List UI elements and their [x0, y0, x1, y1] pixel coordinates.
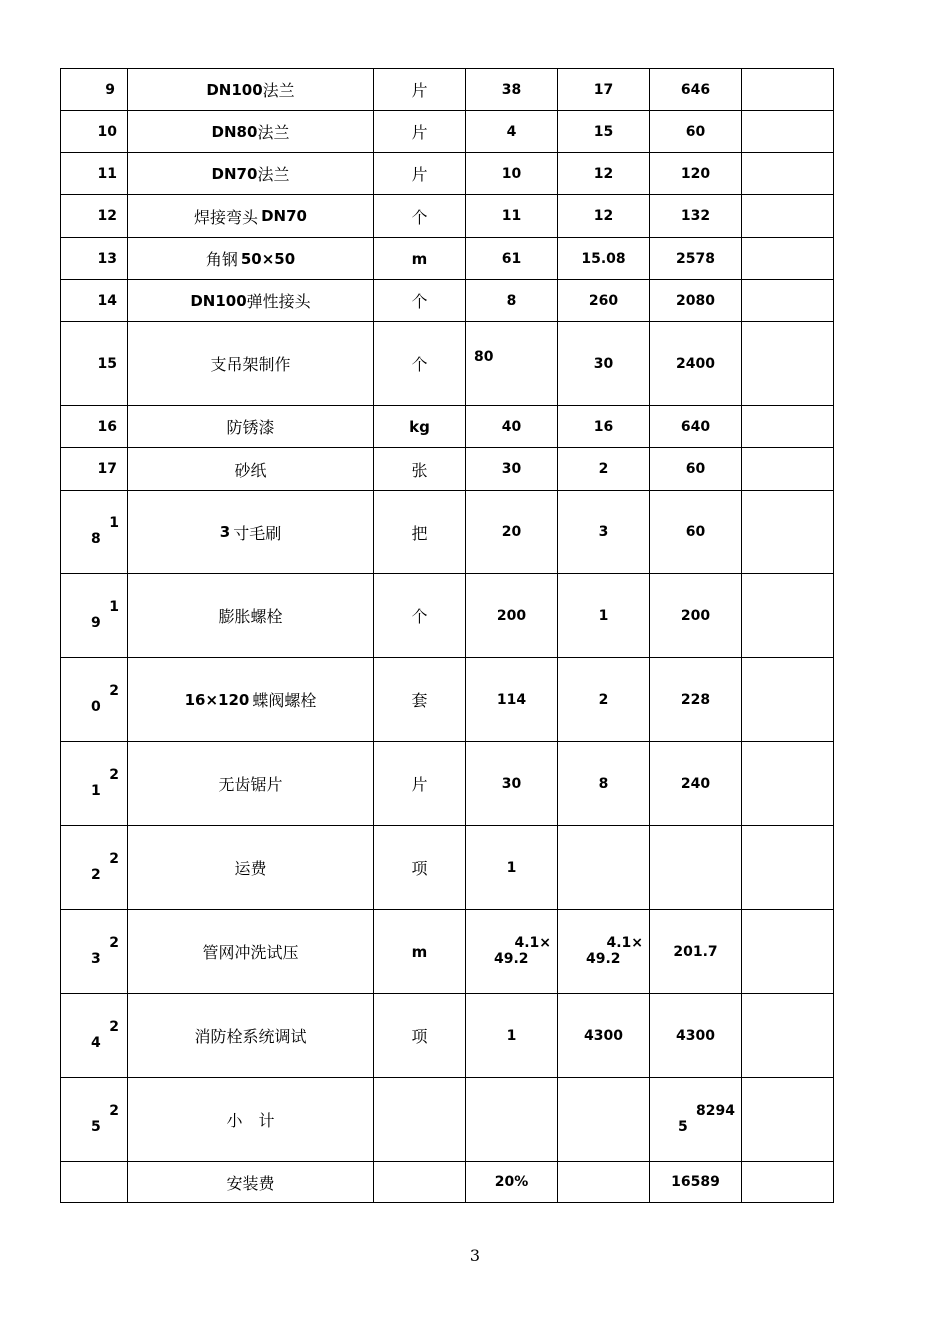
- row-number: 2 0: [91, 682, 119, 715]
- total: 60: [685, 461, 706, 477]
- table-row: [61, 238, 834, 280]
- table-row: [61, 406, 834, 448]
- quantity: 114: [496, 691, 527, 708]
- unit-price: 2: [598, 461, 609, 477]
- table-row: [61, 1078, 834, 1162]
- quantity: 1: [506, 859, 517, 876]
- unit: m: [411, 942, 428, 961]
- table-row: [61, 1162, 834, 1203]
- item-name: 焊接弯头 DN70: [194, 207, 307, 227]
- quantity: 4.1× 49.2: [494, 934, 551, 967]
- item-name: 安装费: [226, 1173, 275, 1193]
- unit-price: 15.08: [581, 250, 626, 267]
- item-name: 3 寸毛刷: [219, 523, 282, 543]
- item-name: 角钢 50×50: [205, 249, 296, 269]
- quantity: 20: [501, 524, 522, 540]
- table-row: [61, 658, 834, 742]
- unit: 个: [411, 207, 428, 227]
- unit-price: 16: [593, 418, 614, 435]
- total: 2578: [676, 250, 715, 267]
- table-row: [61, 195, 834, 238]
- row-number: 12: [97, 208, 117, 224]
- total: 2400: [676, 355, 715, 372]
- row-number: 15: [97, 355, 117, 372]
- unit-price: 15: [593, 123, 614, 140]
- item-name: DN100 弹性接头: [190, 291, 311, 311]
- table-row: [61, 742, 834, 826]
- quantity: 1: [506, 1027, 517, 1044]
- quantity: 10: [501, 165, 522, 182]
- total: 4300: [676, 1027, 715, 1044]
- row-number: 14: [97, 292, 117, 309]
- unit: m: [411, 249, 428, 268]
- total: 240: [680, 775, 711, 792]
- total: 120: [680, 165, 711, 182]
- quantity: 200: [496, 607, 527, 624]
- unit: 片: [411, 81, 428, 100]
- unit-price: 17: [593, 81, 614, 98]
- unit-price: 30: [593, 355, 614, 372]
- quantity: 30: [501, 775, 522, 792]
- item-name: DN100 法兰: [206, 80, 295, 100]
- item-name: 16×120 蝶阀螺栓: [184, 690, 317, 710]
- unit-price: 260: [588, 292, 619, 309]
- unit-price: 1: [598, 607, 609, 624]
- row-number: 16: [97, 418, 117, 435]
- row-number: 13: [97, 250, 117, 267]
- table-row: [61, 280, 834, 322]
- total: 132: [680, 208, 711, 224]
- unit-price: 12: [593, 165, 614, 182]
- table-row: [61, 153, 834, 195]
- row-number: 1 9: [91, 598, 119, 631]
- quantity: 11: [501, 208, 522, 224]
- unit-price: 3: [598, 524, 609, 540]
- total: 228: [680, 691, 711, 708]
- item-name: 无齿锯片: [218, 775, 283, 794]
- row-number: 2 2: [91, 850, 119, 883]
- table-row: [61, 574, 834, 658]
- row-number: 1 8: [91, 515, 119, 547]
- unit: 套: [411, 691, 428, 710]
- item-name: 砂纸: [234, 460, 267, 480]
- row-number: 2 1: [91, 766, 119, 799]
- total: 201.7: [673, 943, 718, 960]
- row-number: 2 4: [91, 1018, 119, 1051]
- row-number: 11: [97, 165, 117, 182]
- item-name: 管网冲洗试压: [202, 943, 299, 962]
- unit: 个: [411, 607, 428, 626]
- total: 60: [685, 524, 706, 540]
- total: 60: [685, 123, 706, 140]
- table-row: [61, 491, 834, 574]
- quantity: 20%: [494, 1174, 529, 1190]
- quantity: 40: [501, 418, 522, 435]
- quantity: 61: [501, 250, 522, 267]
- table-row: [61, 448, 834, 491]
- item-name: 运费: [234, 859, 267, 878]
- item-name: 消防栓系统调试: [194, 1027, 307, 1046]
- total: 16589: [671, 1174, 720, 1190]
- row-number: 17: [97, 461, 117, 477]
- unit: 片: [411, 123, 428, 142]
- item-name: 小 计: [226, 1111, 275, 1130]
- table-row: [61, 994, 834, 1078]
- row-number: 2 5: [91, 1102, 119, 1135]
- unit: 个: [411, 355, 428, 374]
- quantity: 30: [501, 461, 522, 477]
- page-number: 3: [469, 1246, 481, 1265]
- total: 640: [680, 418, 711, 435]
- total: 646: [680, 81, 711, 98]
- unit: 个: [411, 292, 428, 311]
- quantity: 38: [501, 81, 522, 98]
- unit: kg: [409, 417, 430, 436]
- row-number: 10: [97, 123, 117, 140]
- table-row: [61, 322, 834, 406]
- unit: 项: [411, 1027, 428, 1046]
- unit: 片: [411, 775, 428, 794]
- table-row: [61, 826, 834, 910]
- total: 8294 5: [678, 1102, 735, 1135]
- item-name: DN80 法兰: [211, 122, 290, 142]
- cost-table: [60, 68, 834, 1203]
- row-number: 9: [105, 81, 115, 98]
- item-name: 膨胀螺栓: [218, 607, 283, 626]
- unit-price: 2: [598, 691, 609, 708]
- unit: 片: [411, 165, 428, 184]
- total: 200: [680, 607, 711, 624]
- quantity: 4: [506, 123, 517, 140]
- unit: 张: [411, 460, 428, 480]
- table-row: [61, 111, 834, 153]
- item-name: DN70 法兰: [211, 164, 290, 184]
- unit-price: 4300: [584, 1027, 623, 1044]
- unit-price: 8: [598, 775, 609, 792]
- total: 2080: [676, 292, 715, 309]
- quantity: 80: [474, 348, 494, 365]
- row-number: 2 3: [91, 934, 119, 967]
- unit-price: 4.1× 49.2: [586, 934, 643, 967]
- unit: 把: [411, 523, 428, 543]
- unit-price: 12: [593, 208, 614, 224]
- item-name: 支吊架制作: [210, 355, 291, 374]
- table-row: [61, 910, 834, 994]
- table-row: [61, 69, 834, 111]
- quantity: 8: [506, 292, 517, 309]
- item-name: 防锈漆: [226, 418, 275, 437]
- unit: 项: [411, 859, 428, 878]
